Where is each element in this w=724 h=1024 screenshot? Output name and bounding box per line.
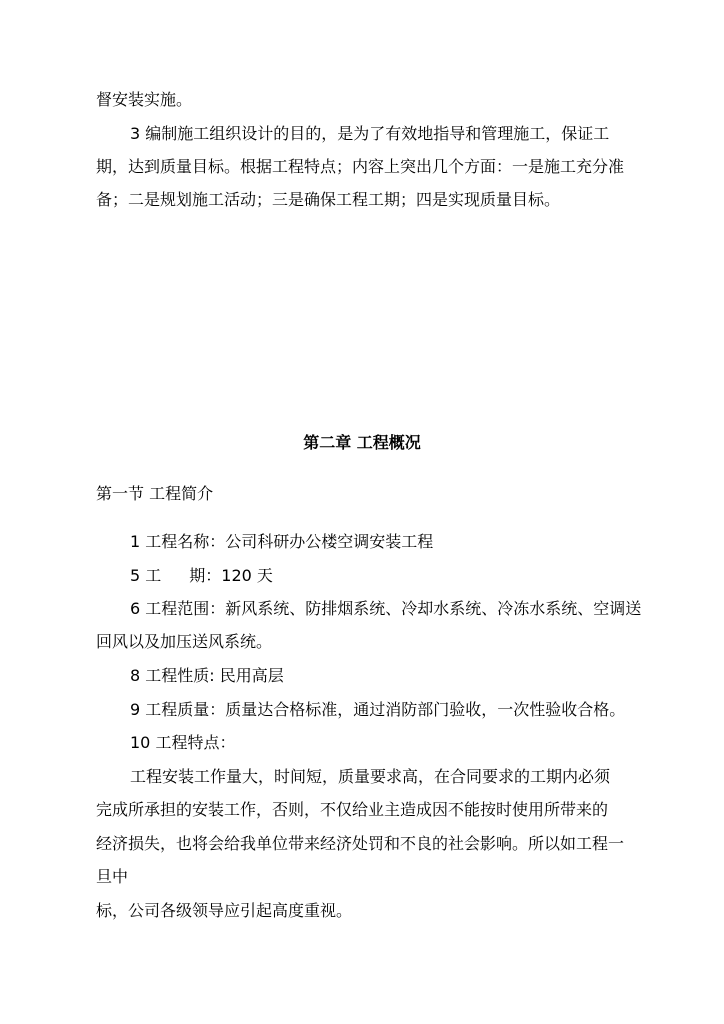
paragraph-3-line-2: 期，达到质量目标。根据工程特点；内容上突出几个方面：一是施工充分准 <box>96 157 625 176</box>
project-period-prefix: 5 工 <box>130 566 162 585</box>
features-line-5: 标，公司各级领导应引起高度重视。 <box>96 901 353 920</box>
project-name-item: 1 工程名称：公司科研办公楼空调安装工程 <box>130 532 434 551</box>
project-scope-line-2: 回风以及加压送风系统。 <box>96 632 273 651</box>
project-quality-item: 9 工程质量：质量达合格标准，通过消防部门验收，一次性验收合格。 <box>130 700 626 719</box>
features-line-4: 旦中 <box>96 867 129 886</box>
project-features-label: 10 工程特点： <box>130 733 236 752</box>
paragraph-3-line-3: 备；二是规划施工活动；三是确保工程工期；四是实现质量目标。 <box>96 190 561 209</box>
features-line-2: 完成所承担的安装工作，否则，不仅给业主造成因不能按时使用所带来的 <box>96 800 609 819</box>
paragraph-3-line-1: 3 编制施工组织设计的目的，是为了有效地指导和管理施工，保证工 <box>130 124 610 143</box>
project-period-item <box>130 566 273 586</box>
intro-line: 督安装实施。 <box>96 90 193 109</box>
features-line-1: 工程安装工作量大，时间短，质量要求高，在合同要求的工期内必须 <box>130 767 611 786</box>
features-line-3: 经济损失，也将会给我单位带来经济处罚和不良的社会影响。所以如工程一 <box>96 834 625 853</box>
section-title: 第一节 工程简介 <box>96 484 214 503</box>
project-nature-item: 8 工程性质: 民用高层 <box>130 666 284 685</box>
chapter-title: 第二章 工程概况 <box>303 433 421 452</box>
project-period-suffix: 期：120 天 <box>189 566 273 585</box>
project-scope-line-1: 6 工程范围：新风系统、防排烟系统、冷却水系统、冷冻水系统、空调送 <box>130 599 642 618</box>
